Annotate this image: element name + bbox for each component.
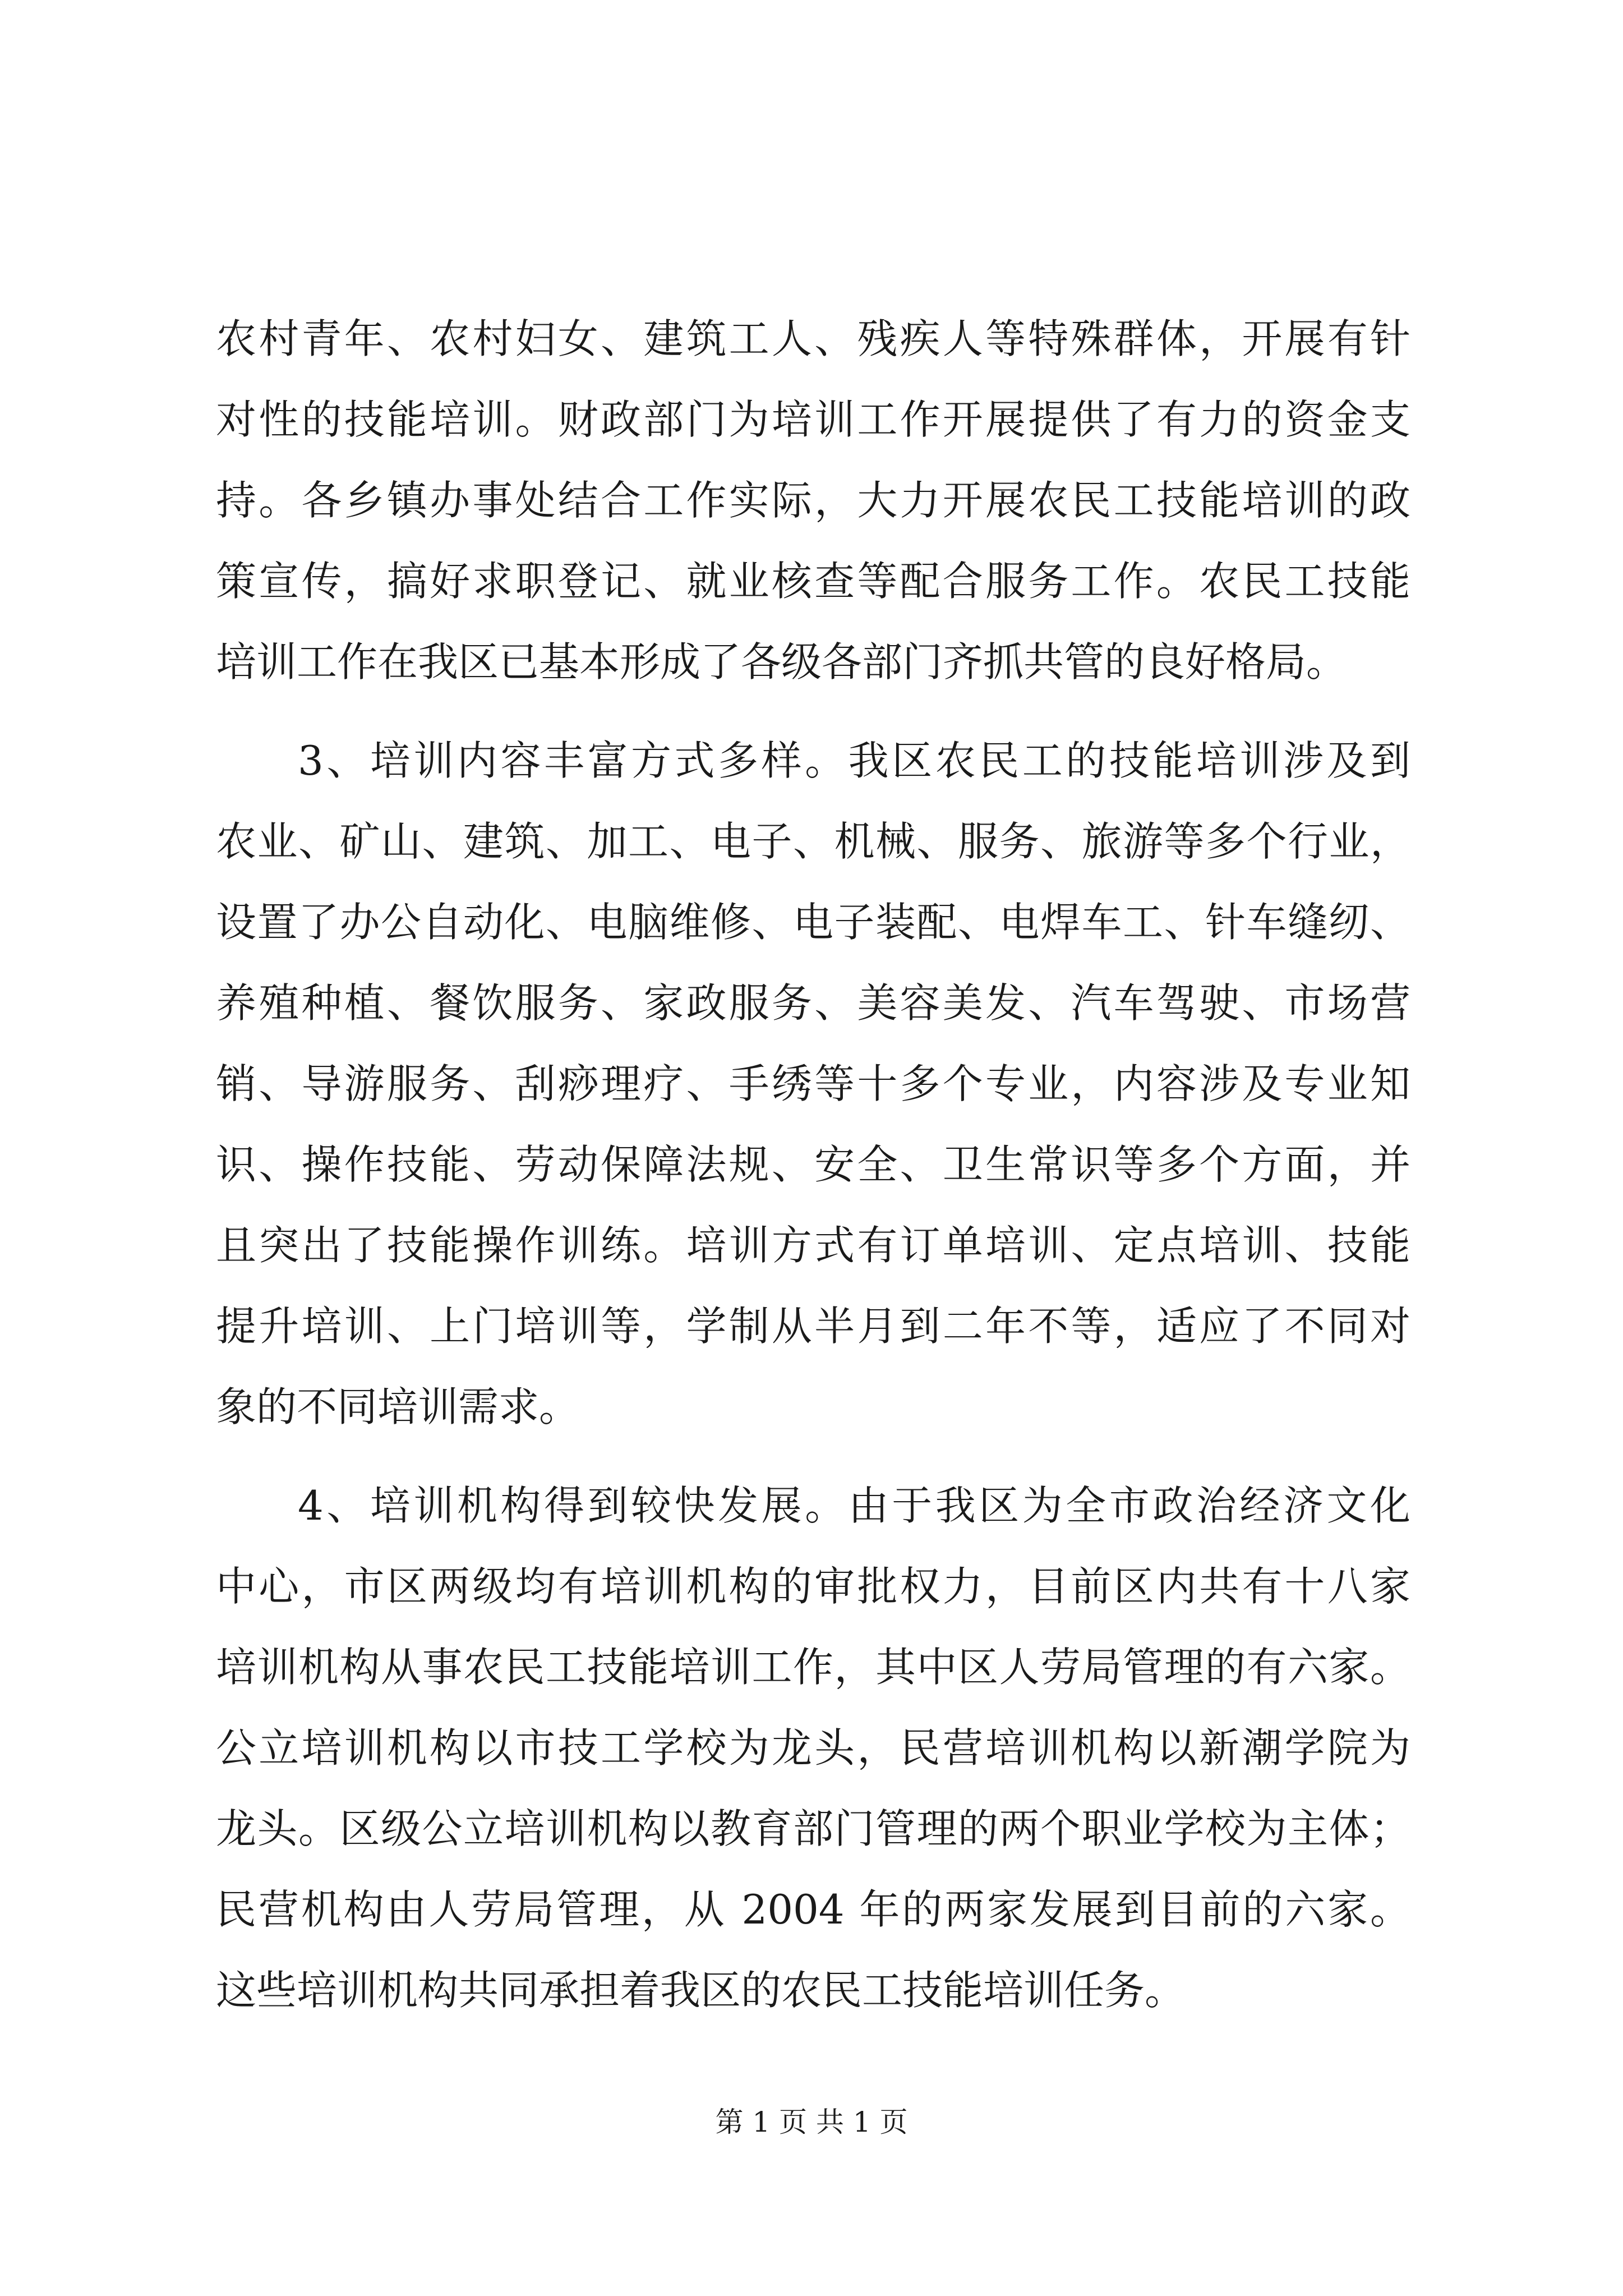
paragraph-line: 公立培训机构以市技工学校为龙头，民营培训机构以新潮学院为 (216, 1724, 1410, 1772)
paragraph-line: 设置了办公自动化、电脑维修、电子装配、电焊车工、针车缝纫、 (216, 899, 1410, 946)
paragraph-line: 培训工作在我区已基本形成了各级各部门齐抓共管的良好格局。 (216, 638, 1347, 685)
paragraph-line: 象的不同培训需求。 (216, 1383, 580, 1430)
page-footer (0, 2102, 1623, 2142)
paragraph-line: 培训机构从事农民工技能培训工作，其中区人劳局管理的有六家。 (216, 1644, 1410, 1691)
paragraph-line: 持。各乡镇办事处结合工作实际，大力开展农民工技能培训的政 (216, 477, 1410, 524)
paragraph-line: 销、导游服务、刮痧理疗、手绣等十多个专业，内容涉及专业知 (216, 1060, 1410, 1107)
paragraph-line: 策宣传，搞好求职登记、就业核查等配合服务工作。农民工技能 (216, 558, 1410, 605)
paragraph-line: 农业、矿山、建筑、加工、电子、机械、服务、旅游等多个行业， (216, 818, 1410, 865)
paragraph-gap (216, 702, 1410, 720)
page-number-label: 第 1 页 共 1 页 (715, 2106, 908, 2138)
paragraph-line: 农村青年、农村妇女、建筑工人、残疾人等特殊群体，开展有针 (216, 315, 1410, 362)
paragraph-line: 龙头。区级公立培训机构以教育部门管理的两个职业学校为主体； (216, 1805, 1410, 1852)
paragraph-gap (216, 1447, 1410, 1465)
paragraph-line: 4、培训机构得到较快发展。由于我区为全市政治经济文化 (298, 1482, 1410, 1529)
paragraph-line: 民营机构由人劳局管理，从 2004 年的两家发展到目前的六家。 (216, 1886, 1410, 1933)
document-body (216, 298, 1410, 2031)
paragraph-line: 中心，市区两级均有培训机构的审批权力，目前区内共有十八家 (216, 1563, 1410, 1610)
paragraph-line: 且突出了技能操作训练。培训方式有订单培训、定点培训、技能 (216, 1222, 1410, 1269)
paragraph-line: 这些培训机构共同承担着我区的农民工技能培训任务。 (216, 1967, 1186, 2014)
paragraph-line: 养殖种植、餐饮服务、家政服务、美容美发、汽车驾驶、市场营 (216, 979, 1410, 1027)
paragraph-line: 3、培训内容丰富方式多样。我区农民工的技能培训涉及到 (298, 737, 1410, 784)
paragraph-line: 对性的技能培训。财政部门为培训工作开展提供了有力的资金支 (216, 396, 1410, 443)
paragraph-line: 提升培训、上门培训等，学制从半月到二年不等，适应了不同对 (216, 1303, 1410, 1350)
paragraph-line: 识、操作技能、劳动保障法规、安全、卫生常识等多个方面，并 (216, 1141, 1410, 1188)
